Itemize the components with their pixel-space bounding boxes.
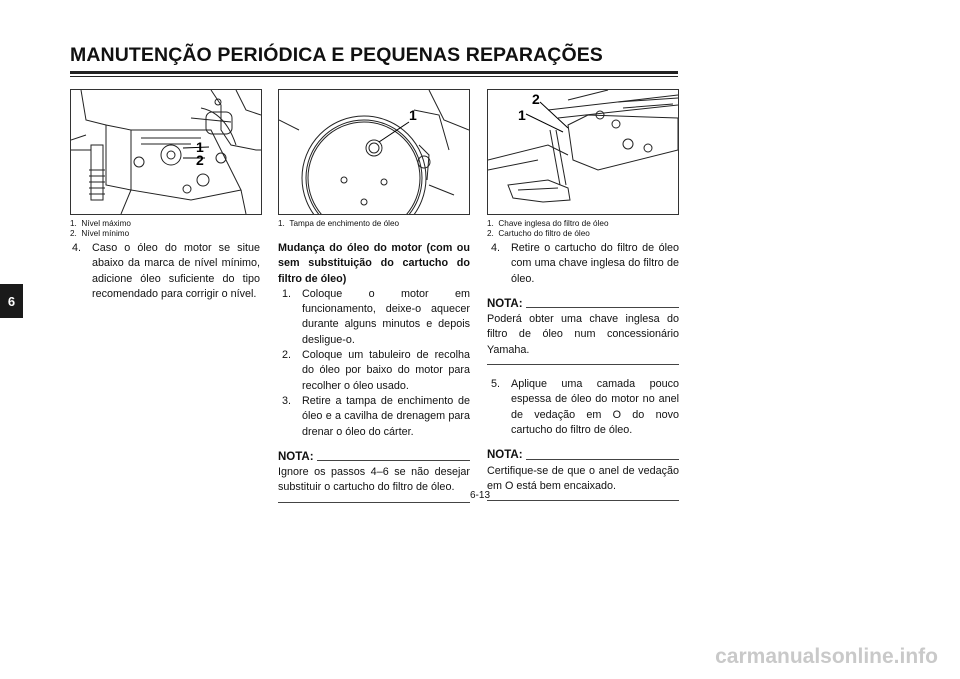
step-number: 5. — [491, 378, 501, 391]
step-text: Coloque um tabuleiro de recolha do óleo por baixo do motor para recolher o óleo usado. — [302, 349, 470, 392]
note-label: NOTA: — [278, 450, 314, 463]
fig1-caption — [70, 219, 131, 239]
column-1 — [68, 241, 260, 302]
section-tab: 6 — [0, 284, 23, 318]
caption-line: 1. Tampa de enchimento de óleo — [278, 219, 400, 228]
note-header — [487, 297, 679, 312]
caption-line: 2. Cartucho do filtro de óleo — [487, 228, 590, 238]
caption-line: 2. Nível mínimo — [70, 228, 130, 238]
fig3-caption — [487, 219, 609, 239]
note-label: NOTA: — [487, 297, 523, 310]
step-number: 1. — [282, 287, 292, 300]
note-header — [487, 448, 679, 463]
step-text: Caso o óleo do motor se situe abaixo da marca de nível mínimo, adicione óleo suficiente do tipo recomendado para corrigir o nível. — [92, 242, 260, 300]
fig2-callout-1: 1 — [409, 107, 417, 123]
page-title: MANUTENÇÃO PERIÓDICA E PEQUENAS REPARAÇÕES — [70, 44, 603, 66]
header-rule-thick — [70, 71, 678, 74]
note-text: Certifique-se de que o anel de vedação em O está bem encaixado. — [487, 464, 679, 492]
note-end-rule — [278, 502, 470, 503]
step-2 — [278, 348, 470, 394]
fig1-callout-1: 1 — [196, 139, 204, 155]
caption-line: 1. Nível máximo — [70, 219, 131, 228]
step-4-add-oil — [68, 241, 260, 302]
fig3-callout-1: 1 — [518, 107, 526, 123]
note-rule — [526, 307, 679, 308]
note-rule — [526, 459, 679, 460]
step-text: Retire a tampa de enchimento de óleo e a cavilha de drenagem para drenar o óleo do cárter. — [302, 394, 470, 438]
figure-oil-filler-cap — [278, 89, 470, 215]
watermark: carmanualsonline.info — [715, 645, 938, 668]
step-text: Retire o cartucho do filtro de óleo com uma chave inglesa do filtro de óleo. — [511, 242, 679, 285]
step-4-remove-filter — [487, 241, 679, 287]
figure-oil-level-window — [70, 89, 262, 215]
step-1 — [278, 287, 470, 348]
step-number: 3. — [282, 394, 292, 407]
note-text: Poderá obter uma chave inglesa do filtro de óleo num concessionário Yamaha. — [487, 313, 679, 356]
note-text: Ignore os passos 4–6 se não desejar substituir o cartucho do filtro de óleo. — [278, 466, 470, 494]
column-2 — [278, 241, 470, 503]
section-heading: Mudança do óleo do motor (com ou sem substituição do cartucho do filtro de óleo) — [278, 242, 470, 285]
caption-line: 1. Chave inglesa do filtro de óleo — [487, 219, 609, 228]
fig3-callout-2: 2 — [532, 91, 540, 107]
step-text: Coloque o motor em funcionamento, deixe-o aquecer durante alguns minutos e depois desligue-o. — [302, 287, 470, 346]
fig1-callout-2: 2 — [196, 152, 204, 168]
note-rule — [317, 460, 470, 461]
figure-oil-filter-wrench — [487, 89, 679, 215]
fig2-caption — [278, 219, 399, 229]
step-number: 2. — [282, 349, 292, 362]
step-text: Aplique uma camada pouco espessa de óleo do motor no anel de vedação em O do novo cartucho do filtro de óleo. — [511, 378, 679, 436]
step-5-apply-oil — [487, 377, 679, 438]
header-rule-thin — [70, 76, 678, 77]
step-number: 4. — [491, 242, 501, 254]
step-number: 4. — [72, 242, 82, 254]
column-3 — [487, 241, 679, 501]
note-label: NOTA: — [487, 449, 523, 462]
note-end-rule — [487, 364, 679, 365]
note-header — [278, 450, 470, 465]
page-number: 6-13 — [469, 490, 490, 501]
step-3 — [278, 394, 470, 440]
